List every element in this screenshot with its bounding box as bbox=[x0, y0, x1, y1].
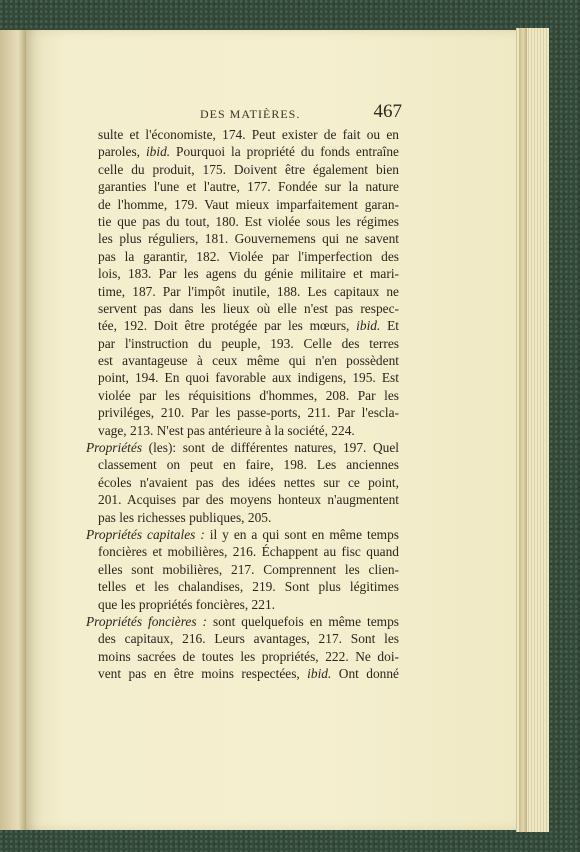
index-text-block bbox=[86, 126, 399, 683]
text-line: par l'instruction du peuple, 193. Celle des terres bbox=[98, 335, 399, 351]
text-line: de l'homme, 179. Vaut mieux imparfaitement garan- bbox=[98, 196, 399, 212]
text-line: celle du produit, 175. Doivent être également bien bbox=[98, 161, 399, 177]
text-line: foncières et mobilières, 216. Échappent au fisc quand bbox=[98, 544, 399, 560]
text-line: point, 194. En quoi favorable aux indigens, 195. Est bbox=[98, 370, 399, 386]
text-line: servent pas dans les lieux où elle n'est pas respec- bbox=[98, 300, 399, 316]
text-line: écoles n'avaient pas des idées nettes sur ce point, bbox=[98, 474, 399, 490]
text-line: que les propriétés foncières, 221. bbox=[98, 596, 275, 612]
text-line: les plus réguliers, 181. Gouvernemens qui ne savent bbox=[98, 231, 399, 247]
text-line: tée, 192. Doit être protégée par les mœurs, ibid. Et bbox=[98, 318, 399, 334]
text-line: priviléges, 210. Par les passe-ports, 211. Par l'escla- bbox=[98, 405, 399, 421]
text-line: elles sont mobilières, 217. Comprennent les clien- bbox=[98, 561, 399, 577]
text-line: vent pas en être moins respectées, ibid. Ont donné bbox=[98, 666, 399, 682]
text-line: lois, 183. Par les agens du génie militaire et mari- bbox=[98, 266, 399, 282]
text-line: est avantageuse à ceux même qui n'en possèdent bbox=[98, 353, 399, 369]
text-line: sulte et l'économiste, 174. Peut exister de fait ou en bbox=[98, 127, 399, 142]
text-line: 201. Acquises par des moyens honteux n'augmentent bbox=[98, 492, 399, 508]
text-line: pas les richesses publiques, 205. bbox=[98, 509, 272, 525]
text-line: classement on peut en faire, 198. Les anciennes bbox=[98, 457, 399, 473]
text-line: violée par les réquisitions d'hommes, 208. Par les bbox=[98, 387, 399, 403]
facing-page-edge bbox=[0, 30, 27, 830]
text-line: Propriétés foncières : sont quelquefois en même temps bbox=[86, 613, 399, 629]
page-number: 467 bbox=[373, 101, 402, 122]
bookmark-ribbon bbox=[519, 28, 527, 832]
text-line: Propriétés capitales : il y en a qui sont en même temps bbox=[86, 526, 399, 542]
text-line: paroles, ibid. Pourquoi la propriété du fonds entraîne bbox=[98, 144, 399, 160]
text-line: des capitaux, 216. Leurs avantages, 217. Sont les bbox=[98, 631, 399, 647]
text-line: telles et les chalandises, 219. Sont plus légitimes bbox=[98, 579, 399, 595]
text-line: tie que pas du tout, 180. Est violée sous les régimes bbox=[98, 213, 399, 229]
text-line: pas la garantir, 182. Violée par l'imperfection des bbox=[98, 248, 399, 264]
running-head: DES MATIÈRES. bbox=[200, 107, 301, 121]
text-line: vage, 213. N'est pas antérieure à la société, 224. bbox=[98, 422, 355, 438]
text-line: Propriétés (les): sont de différentes natures, 197. Quel bbox=[86, 440, 399, 456]
text-line: garanties l'une et l'autre, 177. Fondée sur la nature bbox=[98, 179, 399, 195]
text-line: moins sacrées de toutes les propriétés, 222. Ne doi- bbox=[98, 648, 399, 664]
text-line: time, 187. Par l'impôt inutile, 188. Les capitaux ne bbox=[98, 283, 399, 299]
